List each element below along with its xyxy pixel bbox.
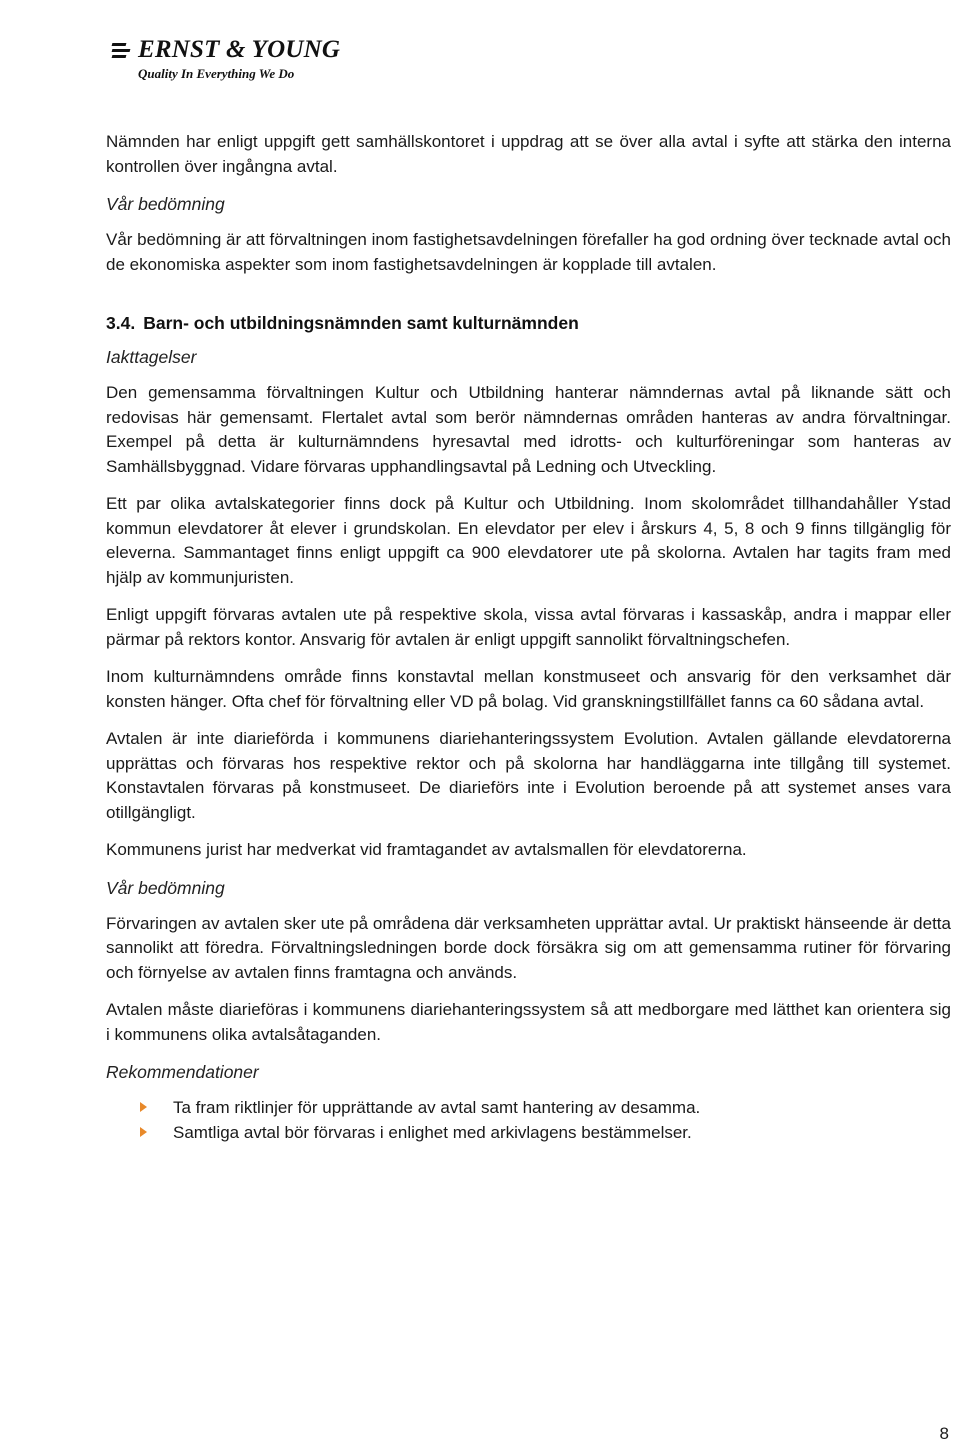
paragraph-observation-5: Avtalen är inte diarieförda i kommunens diariehanteringssystem Evolution. Avtalen gällande elevdatorerna upprättas och förvaras hos respektive rektor och på skolorna har handläggarna inte tillgång till systemet. Konstavtalen förvaras på konstmuseet. De diarieförs inte i Evolution beroende på att systemet anses vara otillgängligt. xyxy=(106,729,951,822)
subheading-assessment-2: Vår bedömning xyxy=(106,877,225,898)
paragraph-intro: Nämnden har enligt uppgift gett samhällskontoret i uppdrag att se över alla avtal i syfte att stärka den interna kontrollen över ingångna avtal. xyxy=(106,132,951,176)
recommendation-text: Ta fram riktlinjer för upprättande av avtal samt hantering av desamma. xyxy=(173,1098,701,1117)
bullet-arrow-icon xyxy=(140,1127,147,1137)
section-title: Barn- och utbildningsnämnden samt kulturnämnden xyxy=(143,313,579,333)
recommendation-text: Samtliga avtal bör förvaras i enlighet med arkivlagens bestämmelser. xyxy=(173,1122,692,1142)
logo-wordmark xyxy=(112,36,340,64)
paragraph-assessment-2: Förvaringen av avtalen sker ute på områdena där verksamheten upprättar avtal. Ur praktiskt hänseende är detta sannolikt att föredra. Förvaltningsledningen borde dock försäkra sig om att gemensamma rutiner för förvaring och förnyelse av avtalen finns framtagna och används. xyxy=(106,913,951,982)
list-item xyxy=(106,1096,951,1121)
paragraph-observation-1: Den gemensamma förvaltningen Kultur och Utbildning hanterar nämndernas avtal på liknande sätt och redovisas här gemensamt. Flertalet avtal som berör nämndernas områden hanteras av andra förvaltningar. Exempel på detta är kulturnämndens hyresavtal med idrotts- och kulturföreningar som hanteras av Samhällsbyggnad. Vidare förvaras upphandlingsavtal på Ledning och Utveckling. xyxy=(106,383,951,476)
logo-text: ERNST & YOUNG xyxy=(138,36,341,63)
document-body xyxy=(106,130,951,1145)
subheading-recommendations: Rekommendationer xyxy=(106,1062,259,1082)
paragraph-observation-2: Ett par olika avtalskategorier finns dock på Kultur och Utbildning. Inom skolområdet tillhandahåller Ystad kommun elevdatorer åt elever i grundskolan. En elevdator per elev i årskurs 4, 5, 8 och 9 finns tillgänglig för eleverna. Sammantaget finns enligt uppgift ca 900 elevdatorer ute på skolorna. Avtalen har tagits fram med hjälp av kommunjuristen. xyxy=(106,494,951,587)
paragraph-assessment: Vår bedömning är att förvaltningen inom fastighetsavdelningen förefaller ha god ordning över tecknade avtal och de ekonomiska aspekter som inom fastighetsavdelningen är kopplade till avtalen. xyxy=(106,230,951,274)
paragraph-observation-6: Kommunens jurist har medverkat vid framtagandet av avtalsmallen för elevdatorerna. xyxy=(106,840,747,859)
company-logo xyxy=(112,36,340,82)
paragraph-observation-3: Enligt uppgift förvaras avtalen ute på respektive skola, vissa avtal förvaras i kassaskåp, andra i mappar eller pärmar på rektors kontor. Ansvarig för avtalen är enligt uppgift sannolikt förvaltningschefen. xyxy=(106,605,951,649)
paragraph-observation-4: Inom kulturnämndens område finns konstavtal mellan konstmuseet och ansvarig för den verksamhet där konsten hänger. Ofta chef för förvaltning eller VD på bolag. Vid granskningstillfället fanns ca 60 sådana avtal. xyxy=(106,667,951,711)
bullet-arrow-icon xyxy=(140,1102,147,1112)
section-number: 3.4. xyxy=(106,313,136,333)
page-number: 8 xyxy=(939,1424,949,1443)
recommendations-list xyxy=(106,1096,951,1145)
subheading-assessment: Vår bedömning xyxy=(106,194,225,214)
paragraph-assessment-3: Avtalen måste diarieföras i kommunens diariehanteringssystem så att medborgare med lätthet kan orientera sig i kommunens olika avtalsåtaganden. xyxy=(106,1000,951,1044)
subheading-observations: Iakttagelser xyxy=(106,347,197,367)
logo-mark-icon xyxy=(112,40,134,60)
list-item xyxy=(106,1121,951,1146)
section-heading xyxy=(106,311,951,335)
logo-tagline: Quality In Everything We Do xyxy=(138,66,295,81)
